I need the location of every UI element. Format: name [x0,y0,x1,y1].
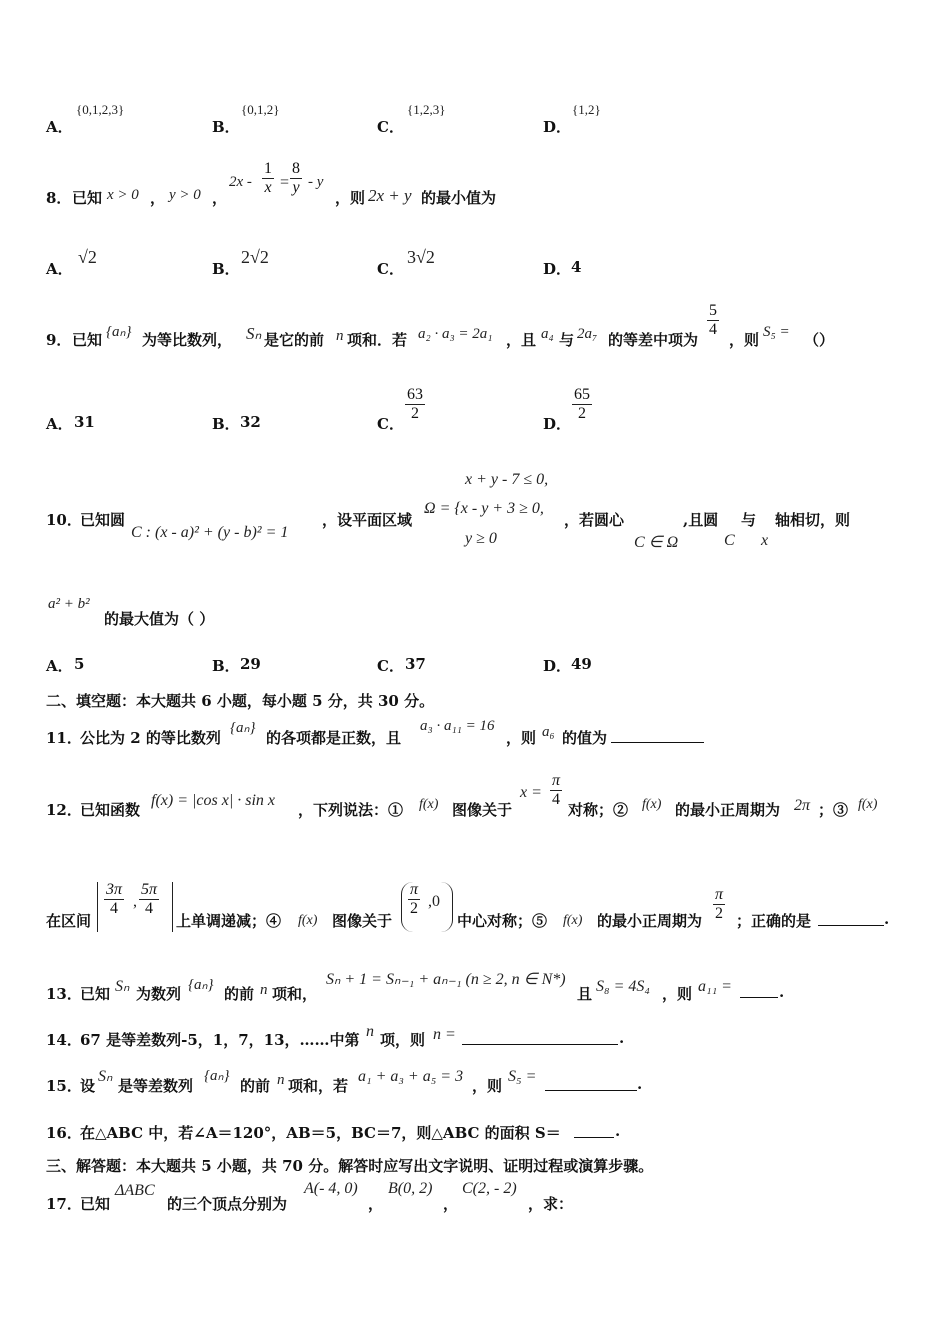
q9-option-b: 32 [240,413,261,431]
q10-text: ，若圆心 [564,511,625,529]
q12-text: 的最小正周期为 [675,801,781,819]
q7-option-b: {0,1,2} [241,102,280,117]
q8-option-d-label: D． [543,260,572,278]
q7-option-a-label: A． [46,118,73,136]
q13-text: 且 [577,985,593,1003]
q10-text: ，设平面区域 [322,511,413,529]
q9-sequence: {aₙ} [106,324,132,340]
q15-s5: S₅ = [508,1068,537,1085]
q9-option-d-den: 2 [578,405,586,422]
q12-period: 2π [794,797,811,814]
q10-text: 的最大值为（ ） [104,610,215,628]
q11-answer-blank[interactable] [611,728,704,743]
section-2-heading: 二、填空题：本大题共 6 小题，每小题 5 分，共 30 分。 [46,692,435,710]
q13-condition: S₈ = 4S₄ [596,978,650,995]
q15-answer-blank[interactable] [545,1076,637,1091]
q13-text: 的前 [224,985,255,1003]
q12-interval-right-num: 5π [141,881,158,898]
q9-option-c-num: 63 [407,386,423,403]
q12-text: 图像关于 [452,801,513,819]
q10-text: 与 [741,511,757,529]
q11-text: 公比为 2 的等比数列 [80,729,221,747]
q16-text: 在△ABC 中，若∠A＝120°，AB＝5，BC＝7，则△ABC 的面积 S＝ [80,1124,561,1142]
q10-circle-equation: C : (x - a)² + (y - b)² = 1 [131,524,289,541]
q8-text: 已知 [72,189,103,207]
q14-n: n [366,1023,374,1040]
q9-2a7: 2a₇ [577,326,598,342]
q12-end: . [884,910,890,928]
q15-n: n [277,1072,285,1088]
q8-option-c: 3√2 [407,247,435,267]
q8-equals: = [280,174,290,191]
q9-fraction-den: 4 [709,321,717,338]
q12-pi-over-4 [550,772,562,809]
q9-text: 是它的前 [264,331,325,349]
q7-option-a: {0,1,2,3} [76,102,125,117]
q9-fraction [707,302,719,339]
q8-option-b: 2√2 [241,247,269,267]
q12-text: 中心对称；⑤ [457,912,548,930]
q14-text: 67 是等差数列-5，1，7，13，……中第 [80,1031,360,1049]
q16-end: . [615,1122,621,1140]
q9-text: 为等比数列， [142,331,233,349]
q12-four: 4 [552,791,560,808]
q17-point-a: A(- 4, 0) [304,1180,358,1197]
q12-fx: f(x) [563,913,583,928]
q8-fraction-2-den: y [292,179,300,196]
q12-x-equals: x = [520,784,542,801]
q15-sn: Sₙ [98,1068,113,1085]
q9-text: 的等差中项为 [608,331,699,349]
q10-x: x [761,532,769,549]
q7-option-c-label: C． [377,118,404,136]
q12-number: 12． [46,801,82,819]
q12-interval-left-num: 3π [106,881,123,898]
q8-fraction-2 [290,160,302,197]
q13-n: n [260,982,268,998]
q12-period-num: π [715,886,724,903]
q12-text: ，下列说法：① [298,801,404,819]
q10-option-d-label: D． [543,657,572,675]
q10-center-in-region: C ∈ Ω [634,534,679,551]
q14-end: . [619,1029,625,1047]
q12-interval-right-den: 4 [145,900,153,917]
q12-center-y: ,0 [428,893,440,910]
q8-sep: ， [150,189,166,207]
q12-text: ；正确的是 [736,912,812,930]
section-3-heading: 三、解答题：本大题共 5 小题，共 70 分。解答时应写出文字说明、证明过程或演算步骤。 [46,1157,654,1175]
q13-number: 13． [46,985,82,1003]
q17-sep: ， [368,1195,384,1213]
q7-option-d: {1,2} [572,102,601,117]
q12-text: 已知函数 [80,801,141,819]
q9-text: ，且 [506,331,537,349]
q9-option-a-label: A． [46,415,73,433]
q13-text: 已知 [80,985,111,1003]
q13-a11: a₁₁ = [698,978,732,995]
q9-option-d-num: 65 [574,386,590,403]
q10-text: 轴相切，则 [775,511,851,529]
q15-sequence: {aₙ} [204,1068,230,1084]
q8-option-c-label: C． [377,260,404,278]
q9-option-a: 31 [74,413,95,431]
q8-eq-right: - y [308,174,324,190]
q12-text: 图像关于 [332,912,393,930]
q9-option-d [572,386,592,423]
q17-point-c: C(2, - 2) [462,1180,517,1197]
q15-condition: a₁ + a₃ + a₅ = 3 [358,1068,464,1085]
q13-recurrence: Sₙ + 1 = Sₙ₋₁ + aₙ₋₁ (n ≥ 2, n ∈ N*) [326,971,566,988]
q13-text: 为数列 [136,985,182,1003]
q12-interval-left-den: 4 [110,900,118,917]
q14-n-equals: n = [433,1026,456,1043]
q12-interval-right [139,881,159,918]
q12-period-pi-over-2 [713,886,725,923]
q12-text: 上单调递减；④ [176,912,282,930]
q12-fx: f(x) [298,913,318,928]
q9-fraction-num: 5 [709,302,717,319]
q12-fx: f(x) [642,797,662,812]
q9-number: 9． [46,331,72,349]
q15-text: 的前 [240,1077,271,1095]
q13-text: 项和， [272,985,318,1003]
q10-option-c-label: C． [377,657,404,675]
q8-text: ，则 [335,189,366,207]
q12-interval-comma: , [133,893,137,910]
q12-answer-blank[interactable] [818,911,884,926]
q15-number: 15． [46,1077,82,1095]
q10-expression: a² + b² [48,596,90,612]
q8-sep: ， [212,189,228,207]
q10-region-line-2: Ω = {x - y + 3 ≥ 0, [424,500,544,517]
q17-point-b: B(0, 2) [388,1180,433,1197]
q9-text: （） [804,331,835,349]
q12-period-den: 2 [715,905,723,922]
q17-triangle: ΔABC [115,1182,155,1199]
q12-text: 在区间 [46,912,92,930]
q12-text: 的最小正周期为 [597,912,703,930]
q12-center-x [408,881,420,918]
q10-c: C [724,532,735,549]
q12-pi: π [552,772,561,789]
q9-s5: S₅ = [763,324,790,340]
q13-answer-blank[interactable] [740,983,778,998]
q8-expression: 2x + y [368,186,412,205]
q13-text: ，则 [662,985,693,1003]
q12-fx: f(x) [419,797,439,812]
q10-text: ,且圆 [683,511,719,529]
q13-sequence: {aₙ} [188,977,214,993]
q17-text: 已知 [80,1195,111,1213]
q8-text: 的最小值为 [421,189,497,207]
q9-text: ，则 [729,331,760,349]
q8-number: 8． [46,189,72,207]
q9-a4: a₄ [541,326,554,342]
q10-region-line-1: x + y - 7 ≤ 0, [465,471,549,488]
q9-option-c-label: C． [377,415,404,433]
q8-eq-left: 2x - [229,174,252,190]
q8-cond-x: x > 0 [107,187,139,203]
q16-number: 16． [46,1124,82,1142]
q11-number: 11． [46,729,82,747]
q17-text: ，求： [528,1195,574,1213]
q9-option-d-label: D． [543,415,572,433]
q13-sn: Sₙ [115,978,130,995]
q12-text: ；③ [818,801,849,819]
q9-sn: Sₙ [246,324,262,343]
q15-text: 是等差数列 [118,1077,194,1095]
q16-answer-blank[interactable] [574,1123,614,1138]
q10-option-d: 49 [571,655,592,673]
q12-center-num: π [410,881,419,898]
q11-text: 的各项都是正数，且 [266,729,402,747]
q10-option-a: 5 [74,655,85,673]
q7-option-b-label: B． [212,118,240,136]
q8-option-a-label: A． [46,260,73,278]
q15-text: 项和，若 [288,1077,349,1095]
q8-fraction-2-num: 8 [292,160,300,177]
q9-text: 项和．若 [347,331,408,349]
q9-condition: a₂ · a₃ = 2a₁ [418,326,493,342]
q11-text: ，则 [506,729,537,747]
q11-text: 的值为 [562,729,608,747]
q12-fx: f(x) [858,797,878,812]
q12-center-den: 2 [410,900,418,917]
q17-text: 的三个顶点分别为 [167,1195,288,1213]
q8-option-d: 4 [571,258,582,276]
q15-text: ，则 [472,1077,503,1095]
q10-number: 10． [46,511,82,529]
q10-region-line-3: y ≥ 0 [465,530,497,547]
q8-option-a: √2 [78,247,97,267]
q13-end: . [779,983,785,1001]
q9-option-c [405,386,425,423]
q8-fraction-1-num: 1 [264,160,272,177]
q12-text: 对称；② [568,801,629,819]
q8-fraction-1 [262,160,274,197]
q17-sep: ， [443,1195,459,1213]
q9-option-b-label: B． [212,415,240,433]
q11-a6: a₆ [542,724,555,740]
q14-text: 项，则 [380,1031,426,1049]
q17-number: 17． [46,1195,82,1213]
q9-text: 已知 [72,331,103,349]
q9-option-c-den: 2 [411,405,419,422]
q8-fraction-1-den: x [264,179,272,196]
q7-option-d-label: D． [543,118,572,136]
q12-function: f(x) = |cos x| · sin x [151,792,275,809]
q7-option-c: {1,2,3} [407,102,446,117]
q9-text: 与 [559,331,575,349]
q8-cond-y: y > 0 [169,187,201,203]
q10-option-b-label: B． [212,657,240,675]
q10-option-b: 29 [240,655,261,673]
q12-interval-left [104,881,124,918]
q10-text: 已知圆 [80,511,126,529]
q10-option-c: 37 [405,655,426,673]
q9-n: n [336,328,344,344]
q15-text: 设 [80,1077,96,1095]
q8-option-b-label: B． [212,260,240,278]
q11-sequence: {aₙ} [230,720,256,736]
q14-number: 14． [46,1031,82,1049]
q14-answer-blank[interactable] [462,1030,618,1045]
q15-end: . [637,1075,643,1093]
q11-condition: a₃ · a₁₁ = 16 [420,718,495,734]
q10-option-a-label: A． [46,657,73,675]
